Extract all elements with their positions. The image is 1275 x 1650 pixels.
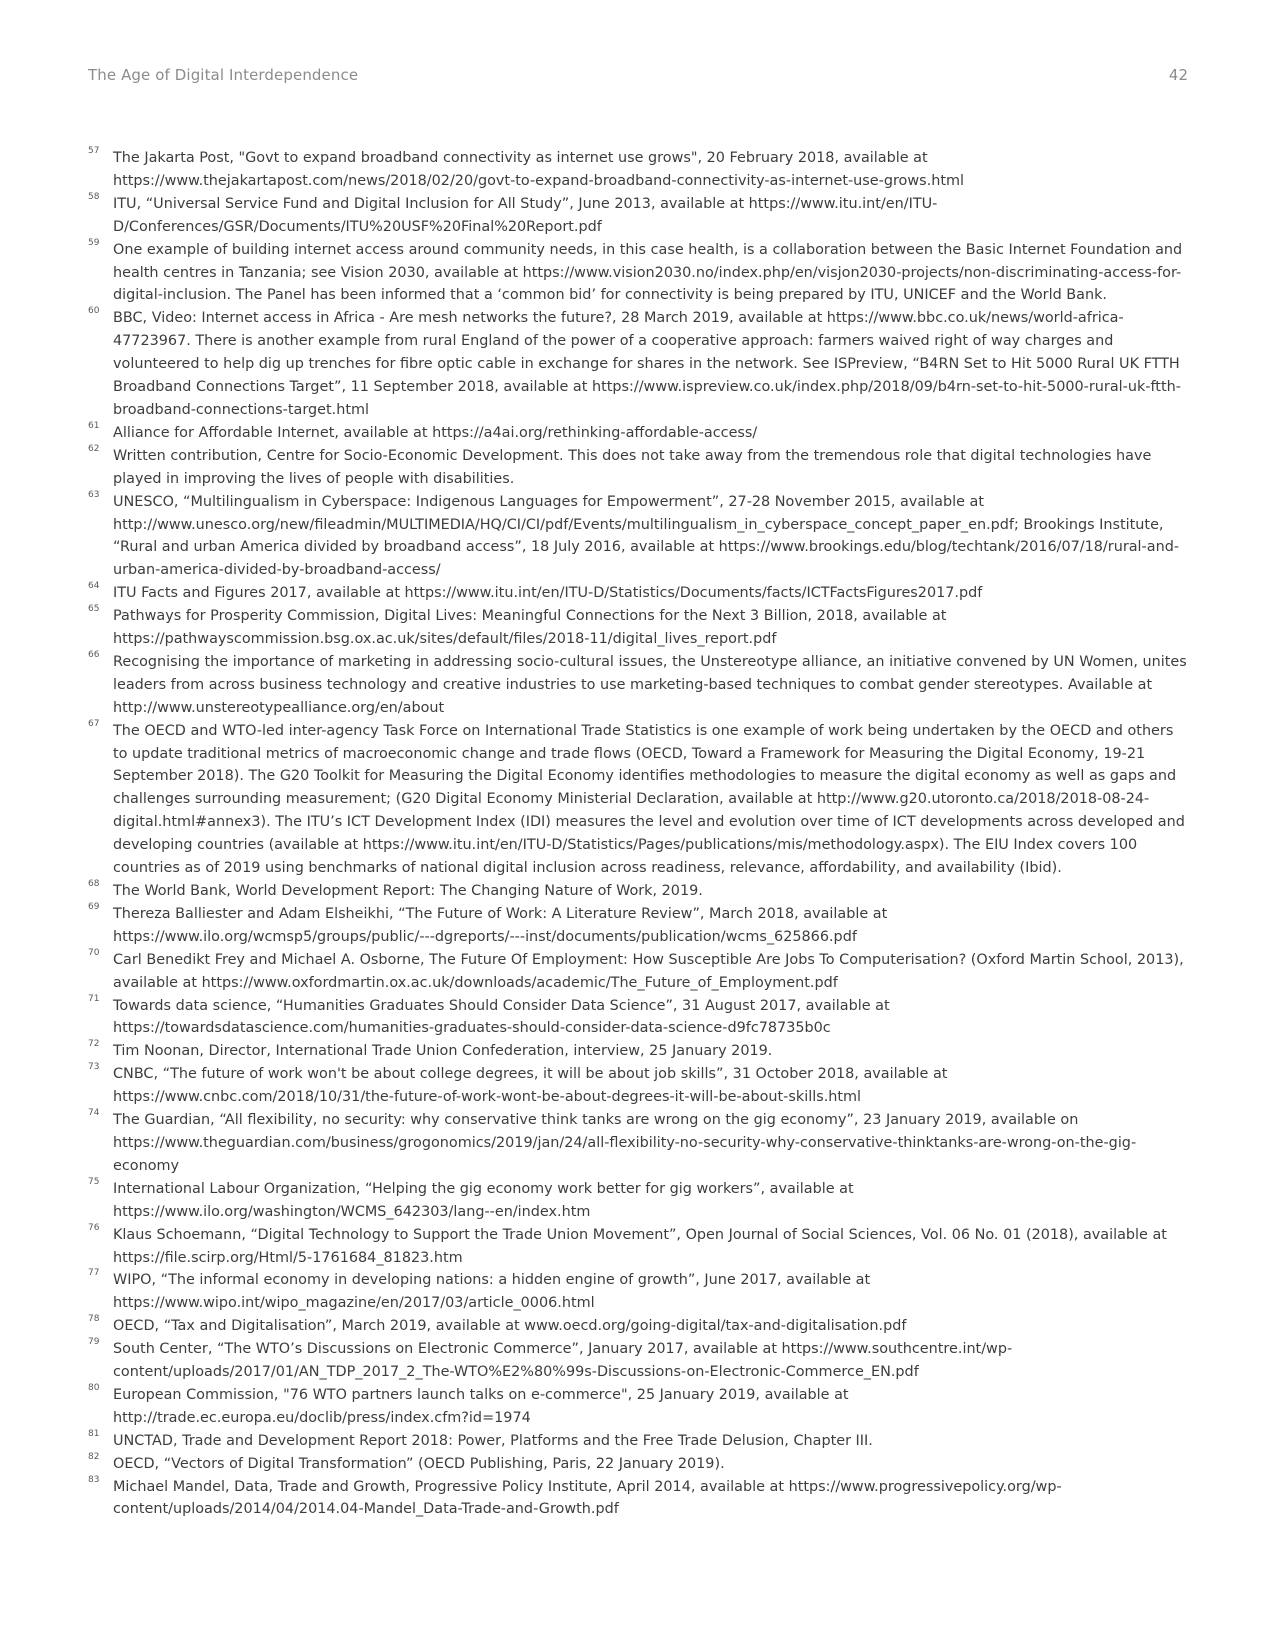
footnote-text: European Commission, "76 WTO partners launch talks on e-commerce", 25 January 2019, available at http://trade.ec.europa.eu/doclib/press/index.cfm?id=1974 <box>113 1386 849 1426</box>
footnote-text: South Center, “The WTO’s Discussions on Electronic Commerce”, January 2017, available at https://www.southcentre.int/wp-content/uploads/2017/01/AN_TDP_2017_2_The-WTO%E2%80%99s-Discussions-on-Electronic-Commerce_EN.pdf <box>113 1341 1013 1381</box>
footnote-text: One example of building internet access around community needs, in this case health, is a collaboration between the Basic Internet Foundation and health centres in Tanzania; see Vision 2030, available at https://www.vision2030.no/index.php/en/visjon2030-projects/non-discriminating-access-for-digital-inclusion. The Panel has been informed that a ‘common bid’ for connectivity is being prepared by ITU, UNICEF and the World Bank. <box>113 241 1183 304</box>
footnote-text: Recognising the importance of marketing in addressing socio-cultural issues, the Unstereotype alliance, an initiative convened by UN Women, unites leaders from across business technology and creative industries to use marketing-based techniques to combat gender stereotypes. Available at http://www.unstereotypealliance.org/en/about <box>113 653 1187 716</box>
footnote-text: The Guardian, “All flexibility, no security: why conservative think tanks are wrong on the gig economy”, 23 January 2019, available on https://www.theguardian.com/business/grogonomics/2019/jan/24/all-flexibility-no-security-why-conservative-thinktanks-are-wrong-on-the-gig-economy <box>113 1112 1137 1174</box>
footnote-80 <box>88 1384 1192 1430</box>
footnote-number: 59 <box>88 237 100 248</box>
footnote-text: Pathways for Prosperity Commission, Digital Lives: Meaningful Connections for the Next 3 Billion, 2018, available at https://pathwayscommission.bsg.ox.ac.uk/sites/default/files/2018-11/digital_lives_report.pdf <box>113 608 947 648</box>
footnote-text: Thereza Balliester and Adam Elsheikhi, “The Future of Work: A Literature Review”, March 2018, available at https://www.ilo.org/wcmsp5/groups/public/---dgreports/---inst/documents/publication/wcms_625866.pdf <box>113 905 888 945</box>
footnote-number: 73 <box>88 1062 100 1073</box>
footnote-text: OECD, “Vectors of Digital Transformation” (OECD Publishing, Paris, 22 January 2019). <box>113 1455 725 1472</box>
footnote-number: 62 <box>88 443 100 454</box>
footnote-number: 83 <box>88 1474 100 1485</box>
footnote-text: The Jakarta Post, "Govt to expand broadband connectivity as internet use grows", 20 February 2018, available at https://www.thejakartapost.com/news/2018/02/20/govt-to-expand-broadband-connectivity-as-internet-use-grows.html <box>113 150 964 189</box>
footnote-text: Alliance for Affordable Internet, available at https://a4ai.org/rethinking-affordable-access/ <box>113 424 758 441</box>
footnote-number: 69 <box>88 901 100 912</box>
footnote-59 <box>88 239 1192 308</box>
footnote-number: 77 <box>88 1268 100 1279</box>
footnote-number: 61 <box>88 420 100 431</box>
footnote-number: 57 <box>88 146 100 156</box>
footnote-number: 76 <box>88 1222 100 1233</box>
footnote-text: International Labour Organization, “Helping the gig economy work better for gig workers”, available at https://www.ilo.org/washington/WCMS_642303/lang--en/index.htm <box>113 1180 854 1220</box>
footnote-number: 64 <box>88 581 100 592</box>
footnote-69 <box>88 903 1192 949</box>
footnote-number: 70 <box>88 947 100 958</box>
running-title: The Age of Digital Interdependence <box>88 66 359 84</box>
footnote-number: 71 <box>88 993 100 1004</box>
footnote-number: 58 <box>88 191 100 202</box>
footnote-67 <box>88 720 1192 880</box>
footnote-70 <box>88 949 1192 995</box>
footnote-number: 67 <box>88 718 100 729</box>
footnote-72 <box>88 1040 1192 1063</box>
footnote-text: UNESCO, “Multilingualism in Cyberspace: Indigenous Languages for Empowerment”, 27-28 November 2015, available at http://www.unesco.org/new/fileadmin/MULTIMEDIA/HQ/CI/CI/pdf/Events/multilingualism_in_cyberspace_concept_paper_en.pdf; Brookings Institute, “Rural and urban America divided by broadband access”, 18 July 2016, available at https://www.brookings.edu/blog/techtank/2016/07/18/rural-and-urban-america-divided-by-broadband-access/ <box>113 493 1180 579</box>
footnote-number: 79 <box>88 1337 100 1348</box>
footnote-number: 72 <box>88 1039 100 1050</box>
footnote-64 <box>88 582 1192 605</box>
footnote-75 <box>88 1178 1192 1224</box>
footnotes-list <box>88 147 1192 1521</box>
footnote-57 <box>88 147 1192 193</box>
footnote-65 <box>88 605 1192 651</box>
footnote-63 <box>88 491 1192 583</box>
footnote-number: 75 <box>88 1176 100 1187</box>
footnote-81 <box>88 1430 1192 1453</box>
footnote-74 <box>88 1109 1192 1178</box>
footnote-text: The OECD and WTO-led inter-agency Task Force on International Trade Statistics is one example of work being undertaken by the OECD and others to update traditional metrics of macroeconomic change and trade flows (OECD, Toward a Framework for Measuring the Digital Economy, 19-21 September 2018). The G20 Toolkit for Measuring the Digital Economy identifies methodologies to measure the digital economy as well as gaps and challenges surrounding measurement; (G20 Digital Economy Ministerial Declaration, available at http://www.g20.utoronto.ca/2018/2018-08-24-digital.html#annex3). The ITU’s ICT Development Index (IDI) measures the level and evolution over time of ICT developments across developed and developing countries (available at https://www.itu.int/en/ITU-D/Statistics/Pages/publications/mis/methodology.aspx). The EIU Index covers 100 countries as of 2019 using benchmarks of national digital inclusion across readiness, relevance, affordability, and availability (Ibid). <box>113 722 1185 877</box>
footnote-77 <box>88 1269 1192 1315</box>
footnote-68 <box>88 880 1192 903</box>
footnote-text: ITU, “Universal Service Fund and Digital Inclusion for All Study”, June 2013, available at https://www.itu.int/en/ITU-D/Conferences/GSR/Documents/ITU%20USF%20Final%20Report.pdf <box>113 195 938 235</box>
footnote-number: 80 <box>88 1382 100 1393</box>
footnote-text: WIPO, “The informal economy in developing nations: a hidden engine of growth”, June 2017, available at https://www.wipo.int/wipo_magazine/en/2017/03/article_0006.html <box>113 1272 871 1312</box>
footnote-76 <box>88 1224 1192 1270</box>
footnote-number: 65 <box>88 604 100 615</box>
footnote-text: BBC, Video: Internet access in Africa - Are mesh networks the future?, 28 March 2019, available at https://www.bbc.co.uk/news/world-africa-47723967. There is another example from rural England of the power of a cooperative approach: farmers waived right of way charges and volunteered to help dig up trenches for fibre optic cable in exchange for shares in the network. See ISPreview, “B4RN Set to Hit 5000 Rural UK FTTH Broadband Connections Target”, 11 September 2018, available at https://www.ispreview.co.uk/index.php/2018/09/b4rn-set-to-hit-5000-rural-uk-ftth-broadband-connections-target.html <box>113 310 1181 418</box>
footnote-78 <box>88 1315 1192 1338</box>
footnote-71 <box>88 995 1192 1041</box>
footnote-text: UNCTAD, Trade and Development Report 2018: Power, Platforms and the Free Trade Delusion, Chapter III. <box>113 1432 873 1449</box>
footnote-text: CNBC, “The future of work won't be about college degrees, it will be about job skills”, 31 October 2018, available at https://www.cnbc.com/2018/10/31/the-future-of-work-wont-be-about-degrees-it-will-be-about-skills.html <box>113 1066 948 1106</box>
footnote-text: The World Bank, World Development Report: The Changing Nature of Work, 2019. <box>113 883 703 899</box>
footnote-number: 60 <box>88 306 100 317</box>
page-header <box>88 66 1188 90</box>
footnote-text: Tim Noonan, Director, International Trade Union Confederation, interview, 25 January 2019. <box>113 1043 773 1060</box>
footnote-text: OECD, “Tax and Digitalisation”, March 2019, available at www.oecd.org/going-digital/tax-and-digitalisation.pdf <box>113 1318 907 1335</box>
footnote-text: Carl Benedikt Frey and Michael A. Osborne, The Future Of Employment: How Susceptible Are Jobs To Computerisation? (Oxford Martin School, 2013), available at https://www.oxfordmartin.ox.ac.uk/downloads/academic/The_Future_of_Employment.pdf <box>113 951 1184 991</box>
page-number: 42 <box>1168 66 1188 84</box>
footnote-number: 82 <box>88 1451 100 1462</box>
footnote-66 <box>88 651 1192 720</box>
footnote-text: Towards data science, “Humanities Graduates Should Consider Data Science”, 31 August 2017, available at https://towardsdatascience.com/humanities-graduates-should-consider-data-science-d9fc78735b0c <box>113 997 890 1037</box>
footnote-58 <box>88 193 1192 239</box>
footnote-60 <box>88 307 1192 422</box>
footnote-61 <box>88 422 1192 445</box>
footnote-text: Klaus Schoemann, “Digital Technology to Support the Trade Union Movement”, Open Journal of Social Sciences, Vol. 06 No. 01 (2018), available at https://file.scirp.org/Html/5-1761684_81823.htm <box>113 1226 1167 1266</box>
footnote-number: 74 <box>88 1108 100 1119</box>
footnote-number: 78 <box>88 1314 100 1325</box>
footnote-text: Michael Mandel, Data, Trade and Growth, Progressive Policy Institute, April 2014, available at https://www.progressivepolicy.org/wp-content/uploads/2014/04/2014.04-Mandel_Data-Trade-and-Growth.pdf <box>113 1478 1062 1518</box>
footnote-82 <box>88 1453 1192 1476</box>
footnote-number: 63 <box>88 489 100 500</box>
footnote-number: 68 <box>88 879 100 889</box>
footnote-number: 66 <box>88 649 100 660</box>
footnote-83 <box>88 1476 1192 1522</box>
footnote-text: ITU Facts and Figures 2017, available at https://www.itu.int/en/ITU-D/Statistics/Documents/facts/ICTFactsFigures2017.pdf <box>113 585 983 602</box>
footnote-62 <box>88 445 1192 491</box>
footnote-text: Written contribution, Centre for Socio-Economic Development. This does not take away from the tremendous role that digital technologies have played in improving the lives of people with disabilities. <box>113 447 1152 487</box>
footnote-79 <box>88 1338 1192 1384</box>
footnote-73 <box>88 1063 1192 1109</box>
footnote-number: 81 <box>88 1428 100 1439</box>
